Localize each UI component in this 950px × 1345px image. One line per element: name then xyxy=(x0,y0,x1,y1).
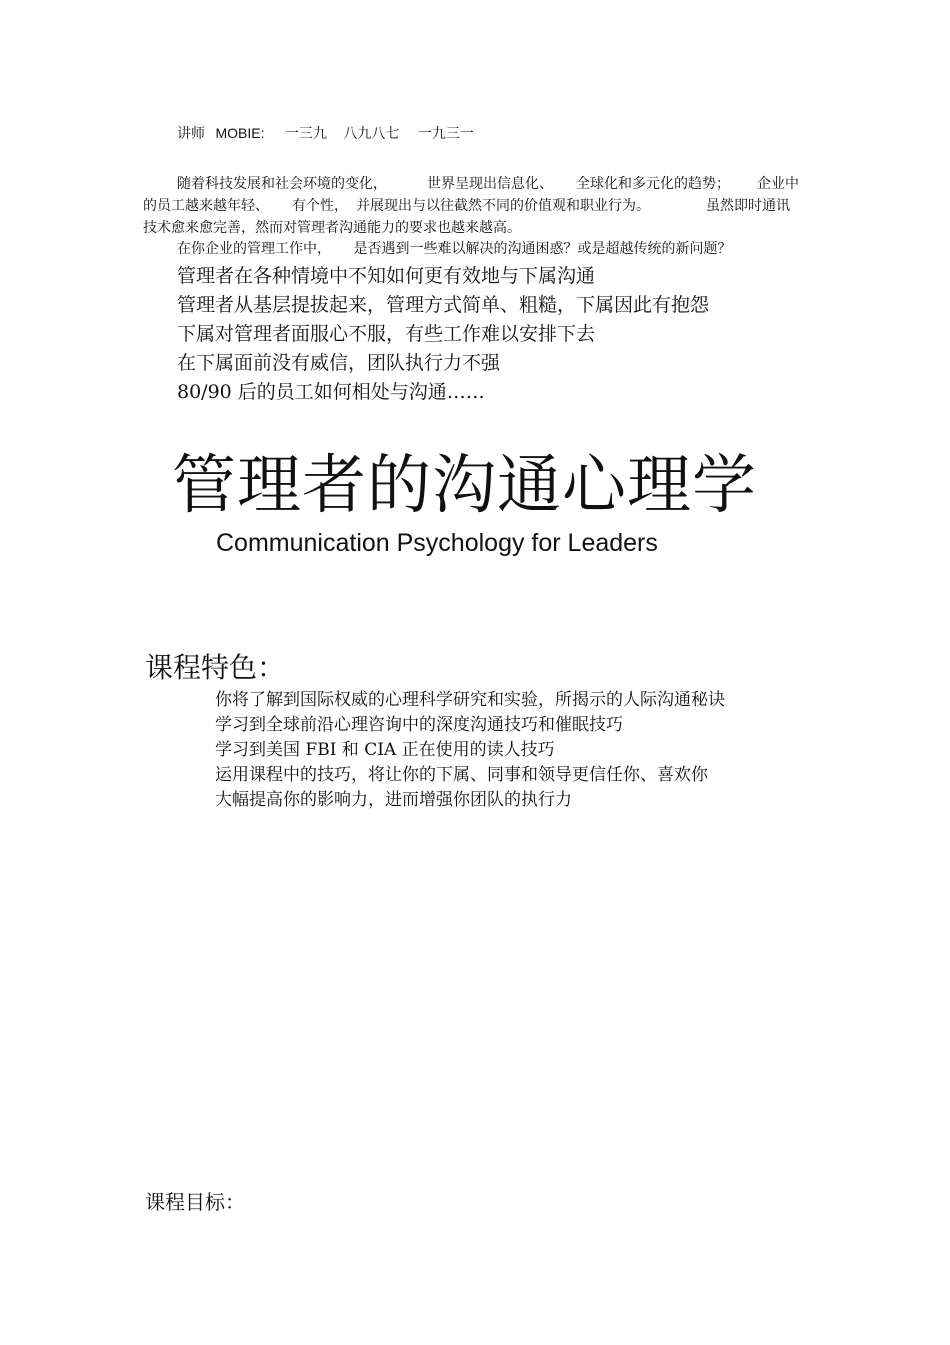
feature-item: 你将了解到国际权威的心理科学研究和实验，所揭示的人际沟通秘诀 xyxy=(215,690,725,710)
problem-item: 下属对管理者面服心不服，有些工作难以安排下去 xyxy=(177,323,596,345)
phone-part-2: 八九八七 xyxy=(343,126,400,142)
question-part-1: 在你企业的管理工作中， xyxy=(177,241,331,257)
intro-line1-a: 随着科技发展和社会环境的变化， xyxy=(177,176,387,192)
problem-item: 管理者在各种情境中不知如何更有效地与下属沟通 xyxy=(177,265,596,287)
problem-item: 管理者从基层提拔起来，管理方式简单、粗糙，下属因此有抱怨 xyxy=(177,294,710,316)
feature-item: 学习到全球前沿心理咨询中的深度沟通技巧和催眠技巧 xyxy=(215,715,623,735)
intro-line1-c: 全球化和多元化的趋势； xyxy=(576,176,730,192)
course-subtitle: Communication Psychology for Leaders xyxy=(216,529,658,557)
contact-line xyxy=(177,123,474,144)
feature-item: 运用课程中的技巧，将让你的下属、同事和领导更信任你、喜欢你 xyxy=(215,765,708,785)
intro-line3: 技术愈来愈完善，然而对管理者沟通能力的要求也越来越高。 xyxy=(143,220,521,236)
contact-label: 讲师 xyxy=(177,126,205,142)
intro-line2-b: 有个性， xyxy=(292,198,348,214)
course-title: 管理者的沟通心理学 xyxy=(172,449,757,523)
question-line xyxy=(177,239,731,259)
problems-list xyxy=(177,262,709,407)
mobile-label: MOBIE: xyxy=(215,125,265,141)
phone-part-1: 一三九 xyxy=(284,126,327,142)
intro-line1-d: 企业中 xyxy=(757,176,799,192)
question-part-2: 是否遇到一些难以解决的沟通困惑？或是超越传统的新问题？ xyxy=(353,241,732,257)
intro-line2-c: 并展现出与以往截然不同的价值观和职业行为。 xyxy=(356,198,650,214)
phone-part-3: 一九三一 xyxy=(417,126,474,142)
feature-item: 大幅提高你的影响力，进而增强你团队的执行力 xyxy=(215,790,572,810)
problem-item: 在下属面前没有威信，团队执行力不强 xyxy=(177,352,501,374)
intro-line2-a: 的员工越来越年轻、 xyxy=(143,198,269,214)
problem-item: 80/90 后的员工如何相处与沟通…… xyxy=(177,381,485,403)
intro-line1-b: 世界呈现出信息化、 xyxy=(427,176,553,192)
features-list xyxy=(215,688,725,813)
goals-heading: 课程目标： xyxy=(145,1190,245,1214)
feature-item: 学习到美国 FBI 和 CIA 正在使用的读人技巧 xyxy=(215,740,555,760)
features-heading: 课程特色： xyxy=(145,651,286,684)
intro-line2-d: 虽然即时通讯 xyxy=(706,198,790,214)
